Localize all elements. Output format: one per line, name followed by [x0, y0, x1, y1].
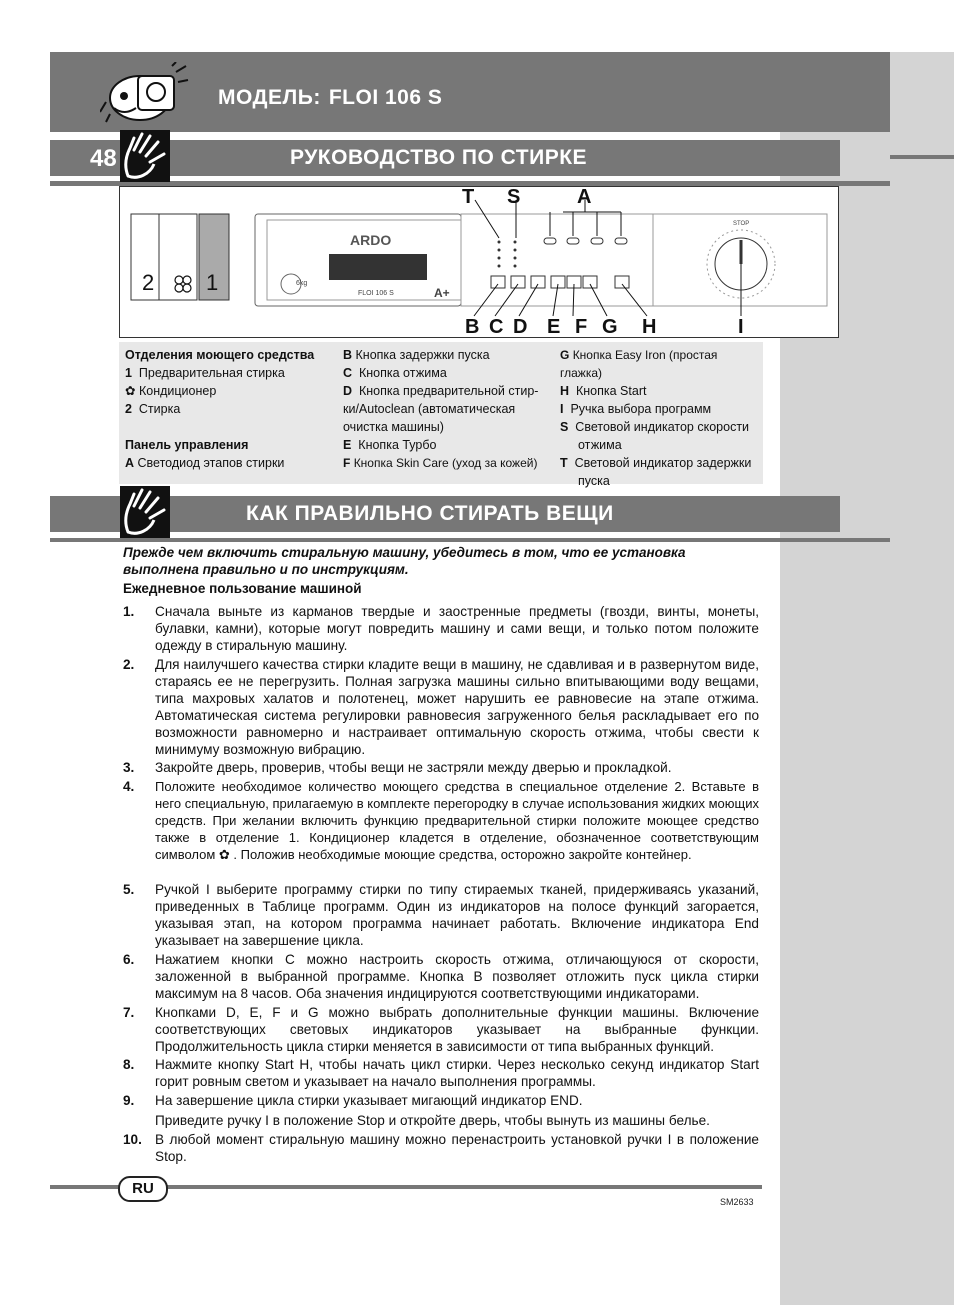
energy-label: A+	[434, 286, 450, 300]
step-9	[123, 1092, 763, 1109]
model-label: FLOI 106 S	[358, 290, 394, 297]
legend-key: D	[343, 384, 353, 398]
legend-key: S	[560, 420, 569, 434]
step-number: 1.	[123, 604, 135, 619]
page-number: 48	[90, 145, 117, 172]
hand-icon	[120, 130, 170, 182]
step-text: Сначала выньте из карманов твердые и заостренные предметы (гвозди, винты, монеты, булавки, камни), которые могут повредить машину и сами вещи, и только потом положите одежду в стиральную машину.	[155, 604, 759, 653]
intro-text: Прежде чем включить стиральную машину, убедитесь в том, что ее установка выполнена правильно и по инструкциям.	[123, 545, 686, 577]
legend-col-1	[125, 346, 337, 472]
legend-heading-2: Панель управления	[125, 438, 249, 452]
step-number: 6.	[123, 952, 135, 967]
legend-text: Кнопка Турбо	[358, 438, 437, 452]
step-text: Нажатием кнопки C можно настроить скорость отжима, отличающуюся от скорости, заложенной в выбранной программе. Кнопка B позволяет отложить пуск цикла стирки максимум на 8 часов. Оба значения индицируются соответствующими индикаторами.	[155, 952, 759, 1001]
legend-text: Световой индикатор задержки пуска	[574, 456, 752, 488]
legend-text: Кнопка предварительной стир-ки/Autoclean (автоматическая очистка машины)	[343, 384, 539, 434]
legend-key: F	[343, 456, 351, 470]
header-prefix: МОДЕЛЬ:	[218, 86, 321, 109]
hand-icon	[120, 486, 170, 538]
step-text: Приведите ручку I в положение Stop и откройте дверь, чтобы вынуть из машины белье.	[155, 1113, 710, 1128]
step-2	[123, 656, 763, 758]
section2-underline	[50, 538, 890, 542]
legend-key: 2	[125, 402, 132, 416]
legend-key: I	[560, 402, 564, 416]
step-7	[123, 1004, 763, 1056]
step-text: В любой момент стиральную машину можно перенастроить установкой ручки I в положение Stop.	[155, 1132, 759, 1164]
side-stripe	[890, 155, 954, 159]
section1-title: РУКОВОДСТВО ПО СТИРКЕ	[290, 146, 588, 169]
label-C: C	[489, 316, 504, 338]
step-number: 2.	[123, 657, 135, 672]
legend-key: A	[125, 456, 135, 470]
step-number: 3.	[123, 760, 135, 775]
step-text: Закройте дверь, проверив, чтобы вещи не застряли между дверью и прокладкой.	[155, 760, 672, 775]
step-text: Положите необходимое количество моющего средства в специальное отделение 2. Вставьте в него специальную, прилагаемую в комплекте перегородку в случае использования жидких моющих средств. При желании включить функцию предварительной стирки положите моющее средство также в отделение 1. Кондиционер кладется в отделение, обозначенное соответствующим символом ✿ . Положив необходимые моющие средства, осторожно закройте контейнер.	[155, 779, 759, 862]
brand-logo: ARDO	[350, 232, 392, 248]
step-number: 8.	[123, 1057, 135, 1072]
legend-text: Кнопка Skin Care (уход за кожей)	[353, 456, 538, 470]
legend-key: 1	[125, 366, 132, 380]
label-A: A	[577, 186, 592, 208]
step-5	[123, 881, 763, 949]
step-text: На завершение цикла стирки указывает мигающий индикатор END.	[155, 1093, 583, 1108]
mascot-logo	[100, 62, 190, 124]
legend-text: Кнопка задержки пуска	[355, 348, 490, 362]
legend-key: B	[343, 348, 353, 362]
step-10	[123, 1131, 763, 1165]
step-text: Кнопками D, E, F и G можно выбрать дополнительные функции машины. Включение соответствующих световых индикаторов указывает на выбранные функции. Продолжительность цикла стирки меняется в зависимости от типа выбранных функций.	[155, 1005, 759, 1054]
label-H: H	[642, 316, 657, 338]
legend-key: G	[560, 348, 570, 362]
legend-text: Предварительная стирка	[138, 366, 285, 380]
drawer-label-2: 2	[142, 270, 155, 295]
label-E: E	[547, 316, 561, 338]
label-B: B	[465, 316, 480, 338]
header-model: FLOI 106 S	[328, 86, 443, 109]
legend-col-2	[343, 346, 543, 472]
legend-col-3	[560, 346, 760, 490]
step-text: Для наилучшего качества стирки кладите вещи в машину, не сдавливая и в развернутом виде, стараясь ее не перегрузить. Полная загрузка машины сильно впитывающими воду вещами, типа махровых халатов и полотенец, может нарушить ее равновесие на этапе отжима. Автоматическая система регулировки равновесия загруженного белья раскладывает его по возможности равномерно и настраивает оптимальную скорость отжима, чтобы свести к минимуму возможную вибрацию.	[155, 657, 759, 757]
fabric-softener-icon: ✿	[125, 384, 136, 398]
step-4	[123, 778, 763, 880]
step-number: 7.	[123, 1005, 135, 1020]
load-label: 6kg	[296, 280, 308, 287]
legend-text: Кнопка Easy Iron (простая глажка)	[560, 348, 718, 380]
legend-key: C	[343, 366, 353, 380]
step-1	[123, 603, 763, 655]
legend-heading-1: Отделения моющего средства	[125, 348, 315, 362]
step-6	[123, 951, 763, 1003]
legend-text: Кнопка отжима	[358, 366, 447, 380]
step-number: 9.	[123, 1093, 135, 1108]
step-text: Ручкой I выберите программу стирки по типу стираемых тканей, придерживаясь указаний, приведенных в Таблице программ. Один из индикаторов на полосе функций загорается, указывая этап, на котором программа начинает работать. Включение индикатора End указывает на завершение цикла.	[155, 882, 759, 948]
document-code: SM2633	[720, 1197, 754, 1207]
step-text: Нажмите кнопку Start H, чтобы начать цикл стирки. Через несколько секунд индикатор Start горит ровным светом и указывает на начало выполнения программы.	[155, 1057, 759, 1089]
label-D: D	[513, 316, 528, 338]
stop-label: STOP	[733, 221, 750, 227]
step-9-cont	[123, 1112, 763, 1129]
label-T: T	[462, 186, 475, 208]
language-badge: RU	[118, 1176, 168, 1202]
step-3	[123, 759, 763, 776]
step-8	[123, 1056, 763, 1090]
label-S: S	[507, 186, 521, 208]
subheading: Ежедневное пользование машиной	[123, 581, 362, 596]
legend-text: Ручка выбора программ	[570, 402, 712, 416]
label-G: G	[602, 316, 618, 338]
legend-text: Светодиод этапов стирки	[137, 456, 285, 470]
legend-key: H	[560, 384, 570, 398]
legend-key: T	[560, 456, 568, 470]
header-title	[218, 86, 442, 110]
step-number: 10.	[123, 1132, 142, 1147]
section2-title: КАК ПРАВИЛЬНО СТИРАТЬ ВЕЩИ	[246, 502, 614, 525]
label-I: I	[738, 316, 744, 338]
label-F: F	[575, 316, 588, 338]
step-number: 5.	[123, 882, 135, 897]
legend-text: Кнопка Start	[575, 384, 647, 398]
legend-text: Стирка	[138, 402, 181, 416]
step-number: 4.	[123, 779, 135, 794]
legend-text: Световой индикатор скорости отжима	[575, 420, 750, 452]
drawer-label-1: 1	[206, 270, 219, 295]
legend-key: E	[343, 438, 352, 452]
legend-text: Кондиционер	[138, 384, 217, 398]
